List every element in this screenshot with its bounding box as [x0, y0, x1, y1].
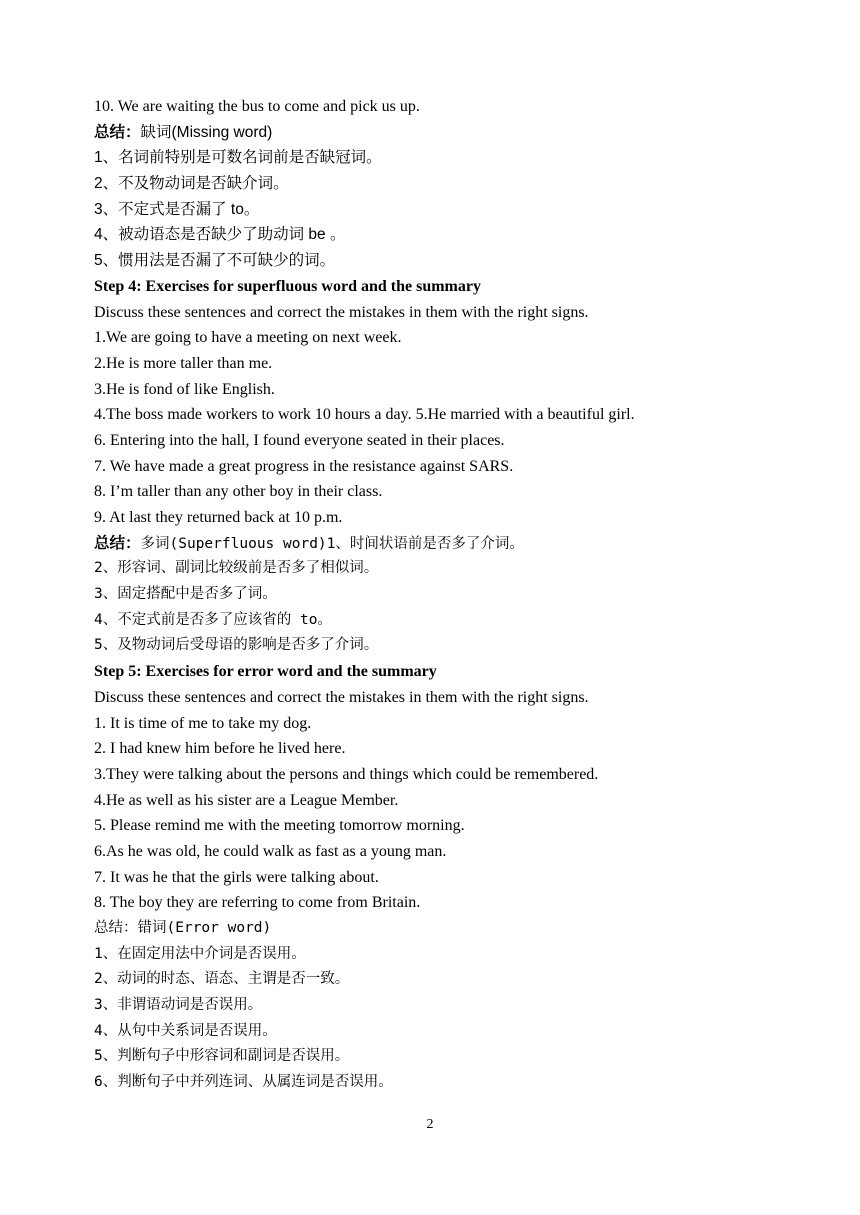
exercise-sentence: 8. I’m taller than any other boy in their class.	[94, 483, 383, 501]
exercise-sentence: 1. It is time of me to take my dog.	[94, 714, 312, 732]
exercise-sentence: 5. Please remind me with the meeting tomorrow morning.	[94, 817, 465, 835]
exercise-sentence: 9. At last they returned back at 10 p.m.	[94, 509, 343, 526]
page-content	[94, 94, 794, 1096]
summary-item: 3、不定式是否漏了 to。	[94, 200, 260, 218]
superfluous-word-summary-heading	[94, 531, 794, 557]
summary-item: 4、被动语态是否缺少了助动词 be 。	[94, 226, 346, 244]
summary-item: 4、从句中关系词是否误用。	[94, 1022, 277, 1039]
exercise-sentence: 8. The boy they are referring to come from Britain.	[94, 894, 421, 912]
summary-item: 5、及物动词后受母语的影响是否多了介词。	[94, 637, 379, 654]
exercise-sentence: 7. It was he that the girls were talking about.	[94, 868, 379, 886]
step-5-heading: Step 5: Exercises for error word and the summary	[94, 663, 437, 681]
summary-item: 1、时间状语前是否多了介词。	[326, 535, 524, 552]
summary-title: 多词(Superfluous word)	[140, 535, 327, 552]
exercise-sentence: 7. We have made a great progress in the resistance against SARS.	[94, 457, 514, 475]
step-4-heading: Step 4: Exercises for superfluous word and the summary	[94, 277, 481, 295]
exercise-sentence: 1.We are going to have a meeting on next week.	[94, 329, 402, 347]
exercise-sentence: 4.The boss made workers to work 10 hours a day. 5.He married with a beautiful girl.	[94, 406, 635, 424]
summary-title: 缺词(Missing word)	[140, 123, 273, 141]
summary-label: 总结：	[94, 123, 141, 141]
summary-item: 1、在固定用法中介词是否误用。	[94, 945, 306, 962]
step-4-instruction: Discuss these sentences and correct the mistakes in them with the right signs.	[94, 303, 589, 321]
missing-word-summary-heading	[94, 120, 794, 146]
sentence-10: 10. We are waiting the bus to come and pick us up.	[94, 98, 420, 115]
error-word-summary-heading: 总结：错词(Error word)	[94, 920, 272, 936]
step-5-instruction: Discuss these sentences and correct the mistakes in them with the right signs.	[94, 688, 589, 706]
page-number: 2	[426, 1117, 434, 1132]
exercise-sentence: 2. I had knew him before he lived here.	[94, 740, 346, 758]
summary-label: 总结：	[94, 534, 141, 552]
summary-item: 2、不及物动词是否缺介词。	[94, 175, 289, 193]
exercise-sentence: 6.As he was old, he could walk as fast as a young man.	[94, 842, 447, 860]
exercise-sentence: 3.They were talking about the persons and things which could be remembered.	[94, 765, 599, 783]
exercise-sentence: 2.He is more taller than me.	[94, 354, 273, 372]
summary-item: 3、非谓语动词是否误用。	[94, 997, 263, 1014]
summary-item: 3、固定搭配中是否多了词。	[94, 586, 277, 603]
summary-item: 5、惯用法是否漏了不可缺少的词。	[94, 252, 336, 270]
exercise-sentence: 4.He as well as his sister are a League Member.	[94, 791, 399, 809]
summary-item: 2、形容词、副词比较级前是否多了相似词。	[94, 560, 379, 577]
summary-item: 2、动词的时态、语态、主谓是否一致。	[94, 971, 350, 988]
summary-item: 6、判断句子中并列连词、从属连词是否误用。	[94, 1074, 393, 1091]
exercise-sentence: 6. Entering into the hall, I found everyone seated in their places.	[94, 431, 505, 449]
exercise-sentence: 3.He is fond of like English.	[94, 380, 275, 398]
summary-item: 1、名词前特别是可数名词前是否缺冠词。	[94, 149, 382, 167]
summary-item: 5、判断句子中形容词和副词是否误用。	[94, 1048, 350, 1065]
summary-item: 4、不定式前是否多了应该省的 to。	[94, 611, 332, 628]
